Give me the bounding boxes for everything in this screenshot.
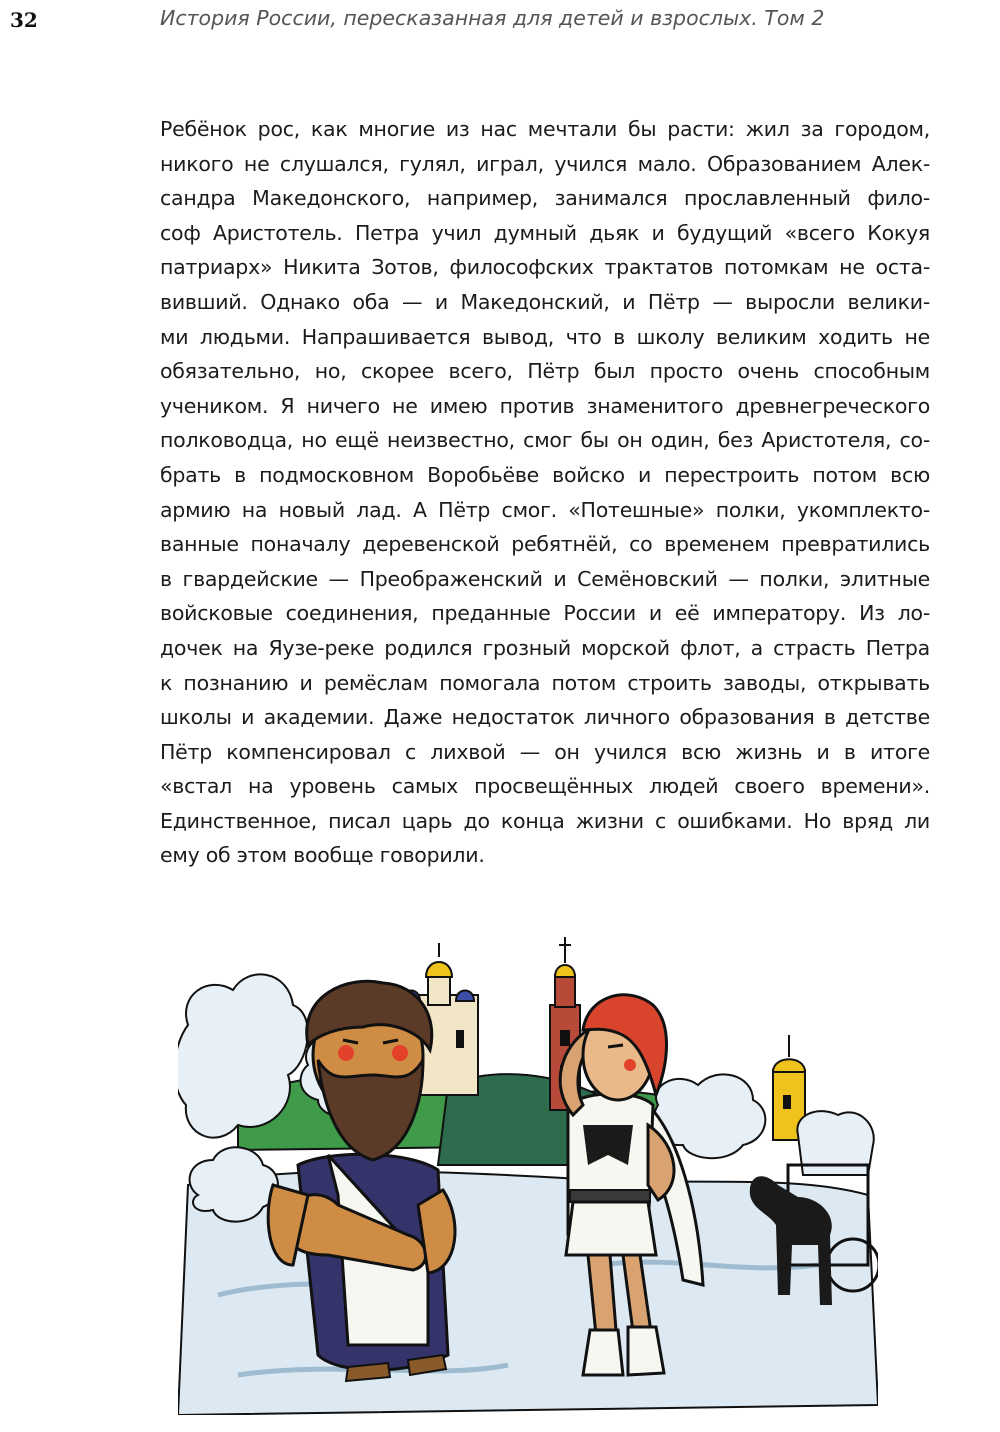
text-line: брать в подмосковном Воробьёве войско и перестроить потом всю — [160, 462, 930, 487]
text-line: обязательно, но, скорее всего, Пётр был просто очень способным — [160, 359, 930, 384]
text-line: никого не слушался, гулял, играл, учился мало. Образованием Алек- — [160, 151, 930, 176]
text-line: патриарх» Никита Зотов, философских трактатов потомкам не оста- — [160, 255, 930, 280]
text-line: к познанию и ремёслам помогала потом строить заводы, открывать — [160, 670, 930, 695]
text-line: соф Аристотель. Петра учил думный дьяк и будущий «всего Кокуя — [160, 220, 930, 245]
text-line: ванные поначалу деревенской ребятнёй, со временем превратились — [160, 532, 930, 557]
text-line: дочек на Яузе-реке родился грозный морской флот, а страсть Петра — [160, 635, 930, 660]
text-line: ему об этом вообще говорили. — [160, 843, 485, 868]
running-head: История России, пересказанная для детей и взрослых. Том 2 — [160, 6, 825, 30]
text-line: сандра Македонского, например, занимался прославленный фило- — [160, 186, 930, 211]
text-line: армию на новый лад. А Пётр смог. «Потешные» полки, укомплекто- — [160, 497, 930, 522]
text-line: полководца, но ещё неизвестно, смог бы он один, без Аристотеля, со- — [160, 428, 930, 453]
body-text — [160, 112, 930, 873]
text-line: войсковые соединения, преданные России и её императору. Из ло- — [160, 601, 930, 626]
text-line: школы и академии. Даже недостаток личного образования в детстве — [160, 705, 930, 730]
page-number: 32 — [10, 8, 38, 32]
text-line: Ребёнок рос, как многие из нас мечтали бы расти: жил за городом, — [160, 117, 930, 141]
text-line: Пётр компенсировал с лихвой — он учился всю жизнь и в итоге — [160, 739, 930, 764]
text-line: Единственное, писал царь до конца жизни с ошибками. Но вряд ли — [160, 808, 930, 833]
text-line: «встал на уровень самых просвещённых людей своего времени». — [160, 774, 930, 799]
text-line: ми людьми. Напрашивается вывод, что в школу великим ходить не — [160, 324, 930, 349]
text-line: в гвардейские — Преображенский и Семёновский — полки, элитные — [160, 566, 930, 591]
text-line: учеником. Я ничего не имею против знаменитого древнегреческого — [160, 393, 930, 418]
illustration-aristotle-and-alexander — [178, 935, 878, 1415]
text-line: вивший. Однако оба — и Македонский, и Пётр — выросли велики- — [160, 289, 930, 314]
